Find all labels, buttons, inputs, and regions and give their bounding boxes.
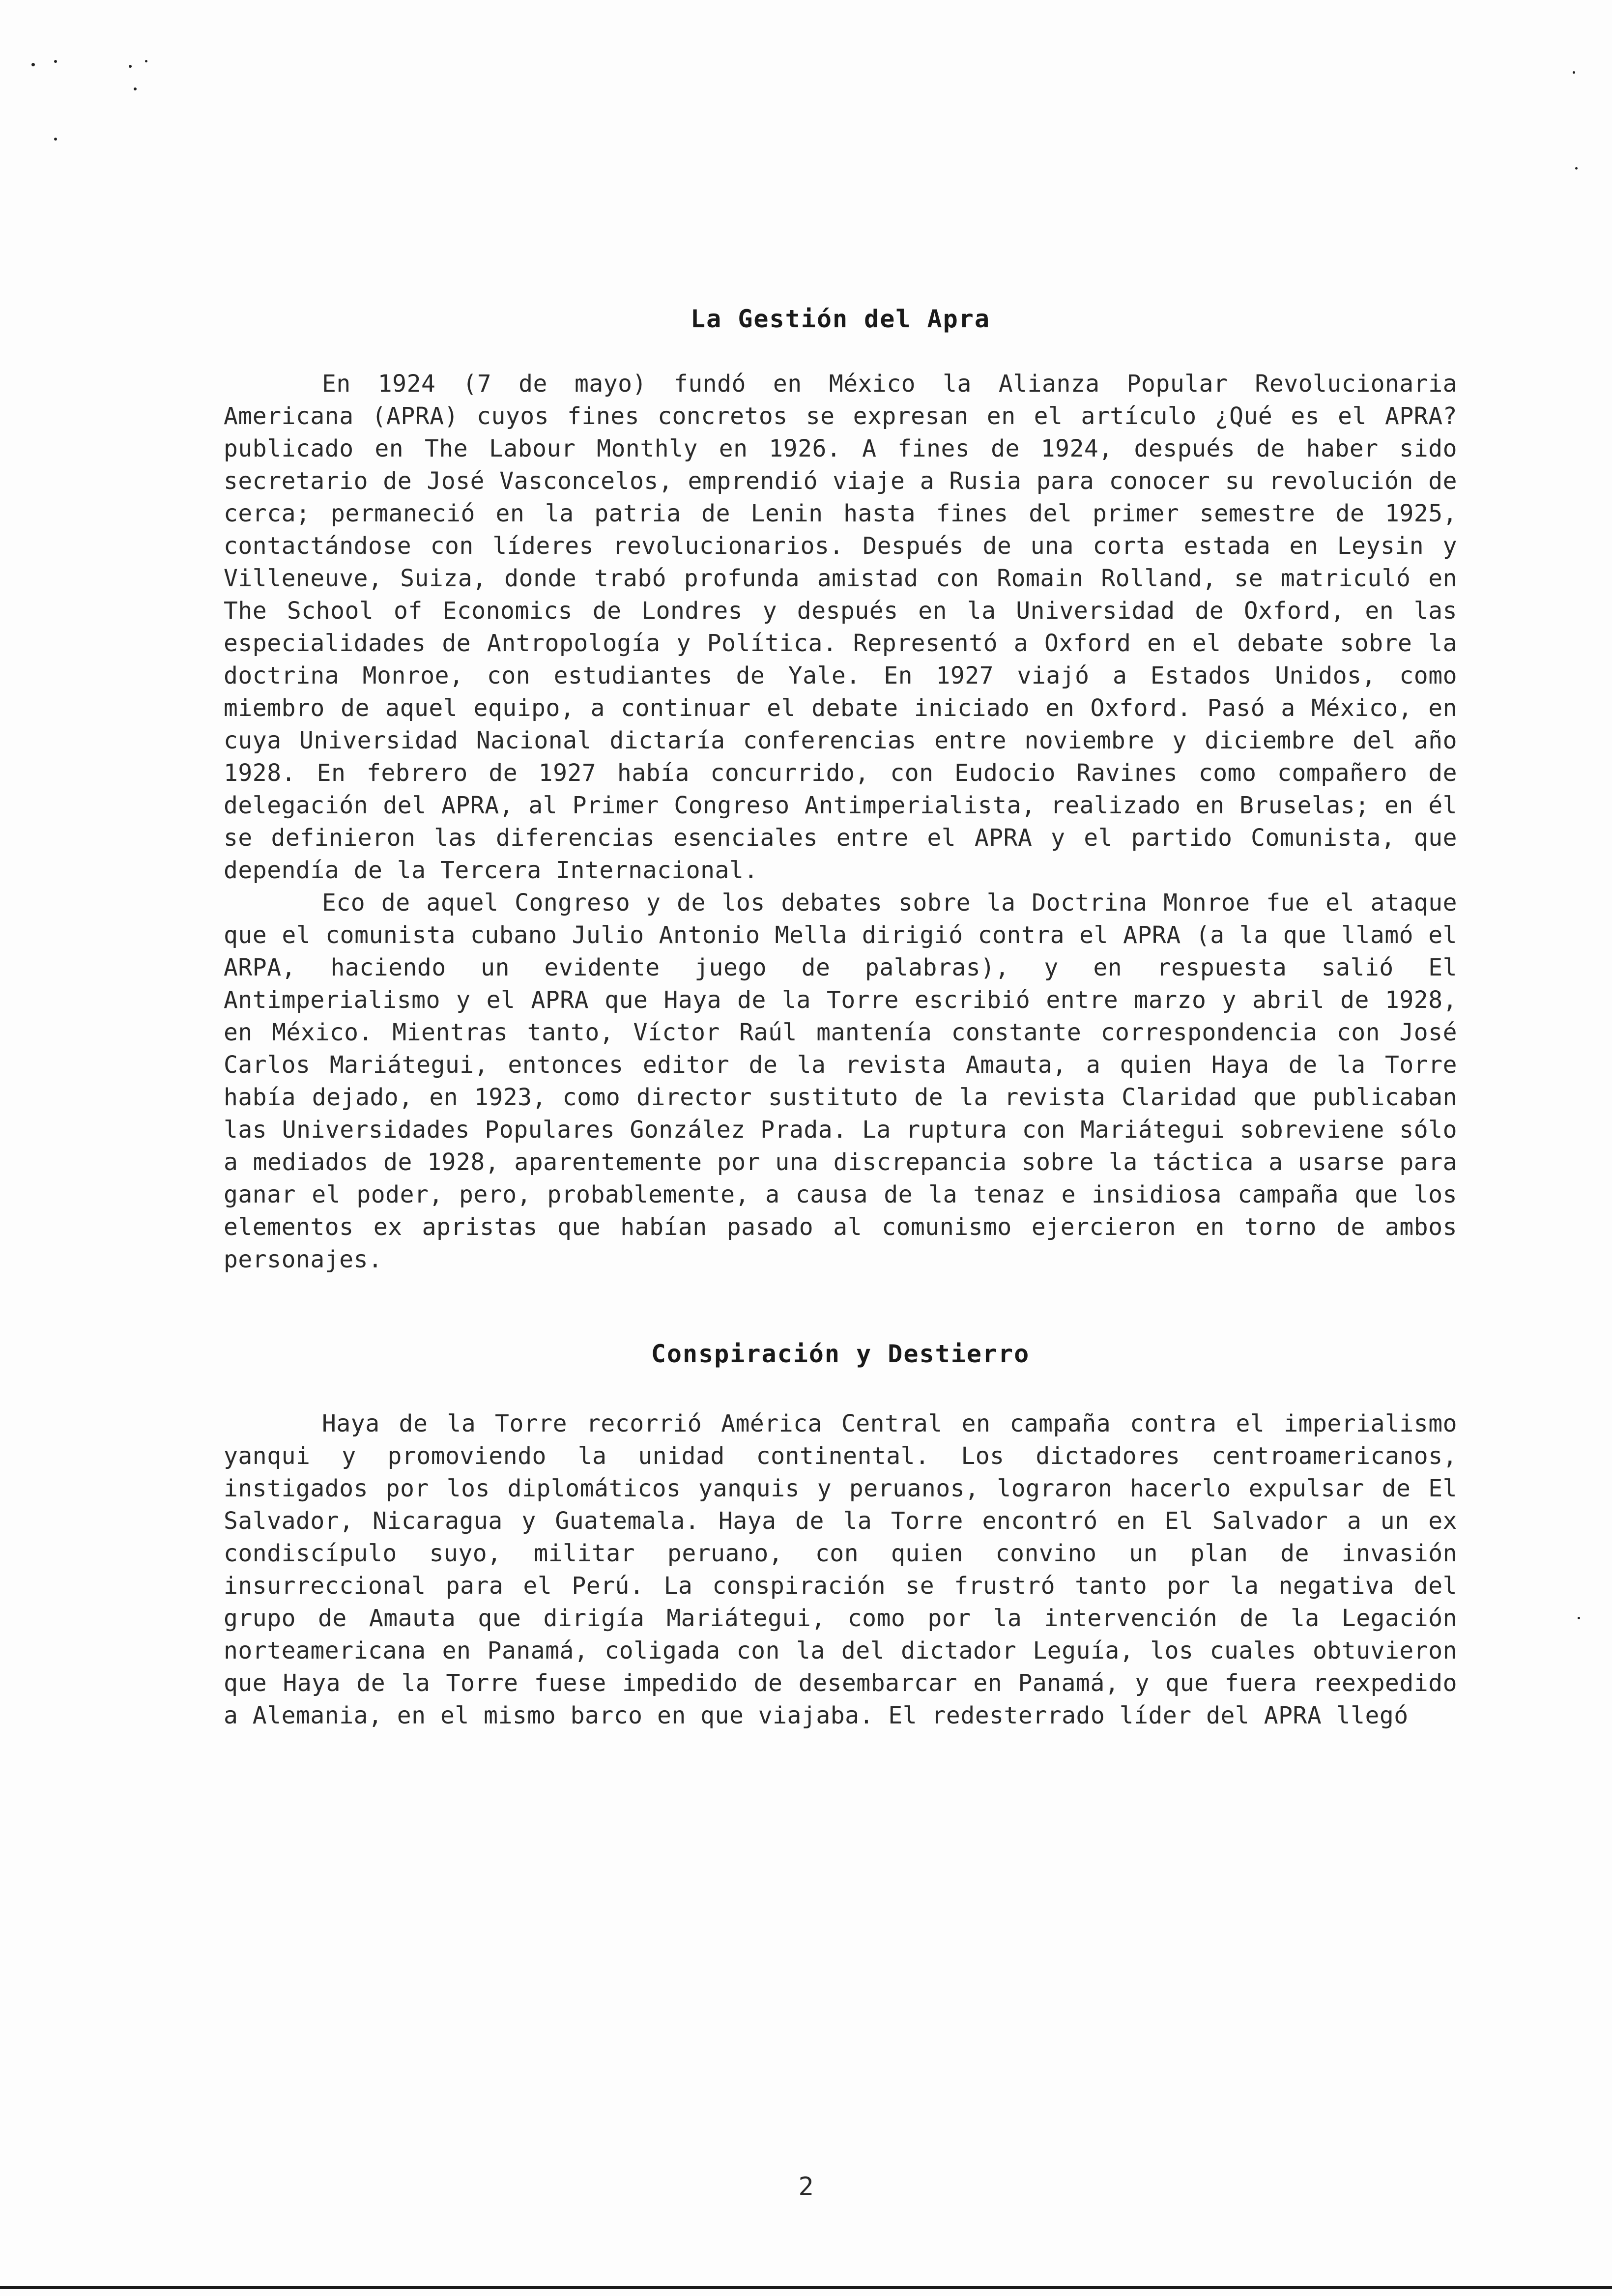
scan-speck: [145, 60, 147, 62]
scan-speck: [1573, 71, 1575, 74]
section-title-conspiracion-y-destierro: Conspiración y Destierro: [651, 1340, 1030, 1368]
scan-speck: [129, 65, 132, 68]
page-bottom-edge: [0, 2286, 1612, 2289]
paragraph: Haya de la Torre recorrió América Central en campaña contra el imperialismo yanqui y promoviendo la unidad continental. Los dictadores centroamericanos, instigados por los diplomáticos yanquis y peruanos, lograron hacerlo expulsar de El Salvador, Nicaragua y Guatemala. Haya de la Torre encontró en El Salvador a un ex condiscípulo suyo, militar peruano, con quien convino un plan de invasión insurreccional para el Perú. La conspiración se frustró tanto por la negativa del grupo de Amauta que dirigía Mariátegui, como por la intervención de la Legación norteamericana en Panamá, coligada con la del dictador Leguía, los cuales obtuvieron que Haya de la Torre fuese impedido de desembarcar en Panamá, y que fuera reexpedido a Alemania, en el mismo barco en que viajaba. El redesterrado líder del APRA llegó: [224, 1410, 1457, 1729]
paragraph: Eco de aquel Congreso y de los debates sobre la Doctrina Monroe fue el ataque que el comunista cubano Julio Antonio Mella dirigió contra el APRA (a la que llamó el ARPA, haciendo un evidente juego de palabras), y en respuesta salió El Antimperialismo y el APRA que Haya de la Torre escribió entre marzo y abril de 1928, en México. Mientras tanto, Víctor Raúl mantenía constante correspondencia con José Carlos Mariátegui, entonces editor de la revista Amauta, a quien Haya de la Torre había dejado, en 1923, como director sustituto de la revista Claridad que publicaban las Universidades Populares González Prada. La ruptura con Mariátegui sobreviene sólo a mediados de 1928, aparentemente por una discrepancia sobre la táctica a usarse para ganar el poder, pero, probablemente, a causa de la tenaz e insidiosa campaña que los elementos ex apristas que habían pasado al comunismo ejercieron en torno de ambos personajes.: [224, 889, 1457, 1273]
paragraph: En 1924 (7 de mayo) fundó en México la Alianza Popular Revolucionaria Americana (APRA) cuyos fines concretos se expresan en el artículo ¿Qué es el APRA? publicado en The Labour Monthly en 1926. A fines de 1924, después de haber sido secretario de José Vasconcelos, emprendió viaje a Rusia para conocer su revolución de cerca; permaneció en la patria de Lenin hasta fines del primer semestre de 1925, contactándose con líderes revolucionarios. Después de una corta estada en Leysin y Villeneuve, Suiza, donde trabó profunda amistad con Romain Rolland, se matriculó en The School of Economics de Londres y después en la Universidad de Oxford, en las especialidades de Antropología y Política. Representó a Oxford en el debate sobre la doctrina Monroe, con estudiantes de Yale. En 1927 viajó a Estados Unidos, como miembro de aquel equipo, a continuar el debate iniciado en Oxford. Pasó a México, en cuya Universidad Nacional dictaría conferencias entre noviembre y diciembre del año 1928. En febrero de 1927 había concurrido, con Eudocio Ravines como compañero de delegación del APRA, al Primer Congreso Antimperialista, realizado en Bruselas; en él se definieron las diferencias esenciales entre el APRA y el partido Comunista, que dependía de la Tercera Internacional.: [224, 370, 1457, 884]
scan-speck: [54, 60, 57, 63]
scan-speck: [134, 87, 137, 90]
section-body-conspiracion-y-destierro: [224, 1407, 1457, 1732]
scan-speck: [31, 63, 35, 66]
scan-speck: [1578, 1617, 1580, 1619]
page-number: 2: [798, 2172, 814, 2202]
scan-speck: [54, 138, 57, 141]
scan-speck: [1575, 167, 1578, 170]
section-title-gestion-del-apra: La Gestión del Apra: [691, 305, 990, 333]
section-body-gestion-del-apra: [224, 368, 1457, 1276]
document-body: [224, 295, 1457, 1732]
